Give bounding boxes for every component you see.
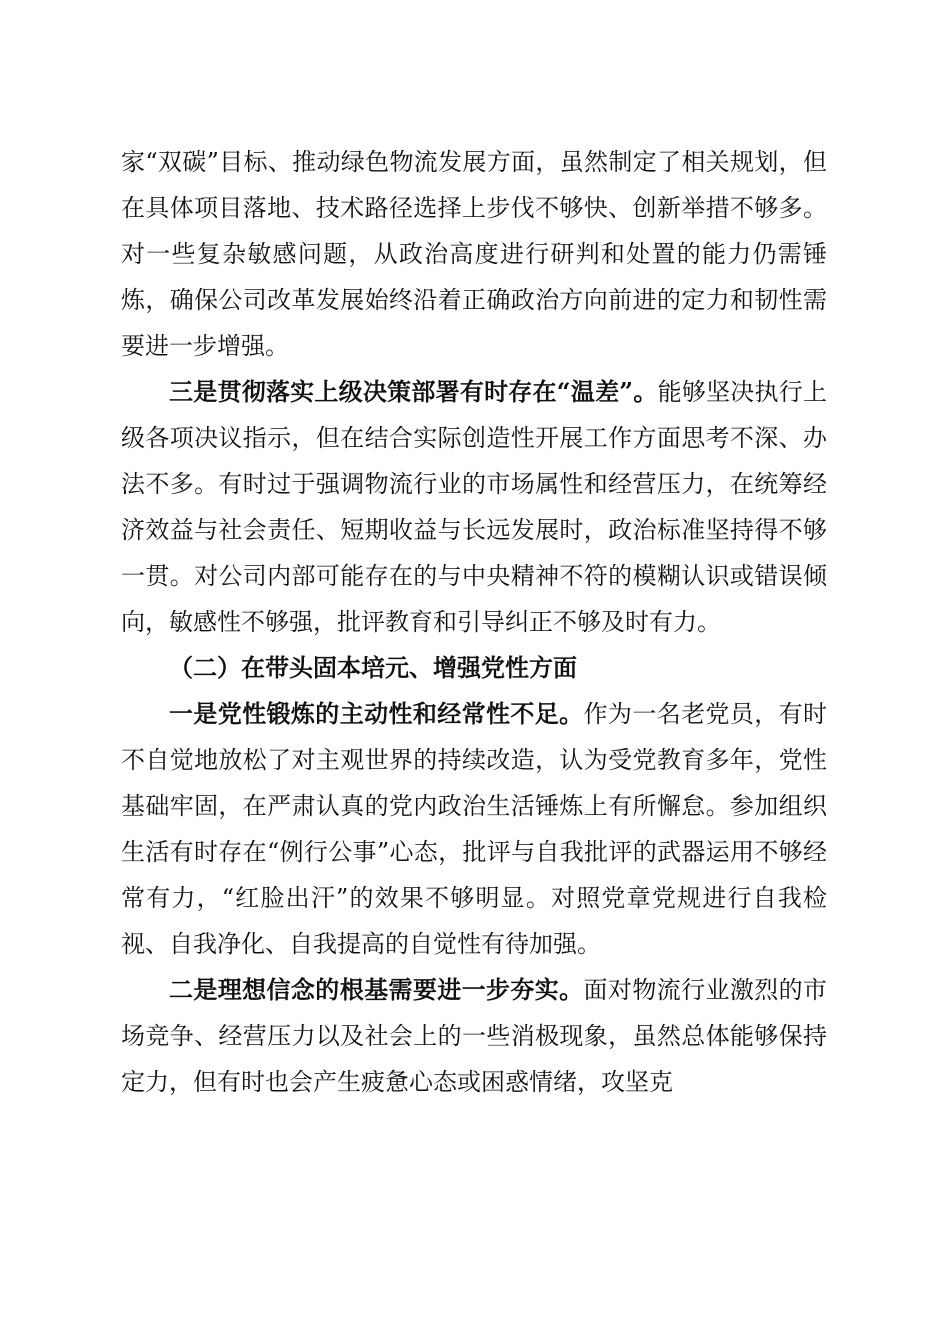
paragraph-text: 作为一名老党员，有时不自觉地放松了对主观世界的持续改造，认为受党教育多年，党性基础牢固，在严肃认真的党内政治生活锤炼上有所懈怠。参加组织生活有时存在“例行公事”心态，批评与自我批评的武器运用不够经常有力，“红脸出汗”的效果不够明显。对照党章党规进行自我检视、自我净化、自我提高的自觉性有待加强。: [121, 700, 828, 958]
paragraph-point-one: [121, 691, 827, 967]
section-title: （二）在带头固本培元、增强党性方面: [169, 653, 577, 682]
section-heading: [121, 645, 827, 691]
paragraph-text: 家“双碳”目标、推动绿色物流发展方面，虽然制定了相关规划，但在具体项目落地、技术路径选择上步伐不够快、创新举措不够多。对一些复杂敏感问题，从政治高度进行研判和处置的能力仍需锤炼，确保公司改革发展始终沿着正确政治方向前进的定力和韧性需要进一步增强。: [121, 148, 827, 360]
paragraph-point-two: [121, 967, 827, 1105]
paragraph-point-three: [121, 369, 827, 645]
paragraph-lead: 一是党性锻炼的主动性和经常性不足。: [169, 699, 584, 728]
paragraph-lead: 三是贯彻落实上级决策部署有时存在“温差”。: [169, 377, 658, 406]
paragraph-text: 能够坚决执行上级各项决议指示，但在结合实际创造性开展工作方面思考不深、办法不多。有时过于强调物流行业的市场属性和经营压力，在统筹经济效益与社会责任、短期收益与长远发展时，政治标准坚持得不够一贯。对公司内部可能存在的与中央精神不符的模糊认识或错误倾向，敏感性不够强，批评教育和引导纠正不够及时有力。: [121, 378, 828, 636]
document-body: [121, 139, 827, 1105]
paragraph-text: 面对物流行业激烈的市场竞争、经营压力以及社会上的一些消极现象，虽然总体能够保持定力，但有时也会产生疲惫心态或困惑情绪，攻坚克: [121, 976, 828, 1096]
paragraph-lead: 二是理想信念的根基需要进一步夯实。: [169, 975, 584, 1004]
paragraph-continuation: [121, 139, 827, 369]
